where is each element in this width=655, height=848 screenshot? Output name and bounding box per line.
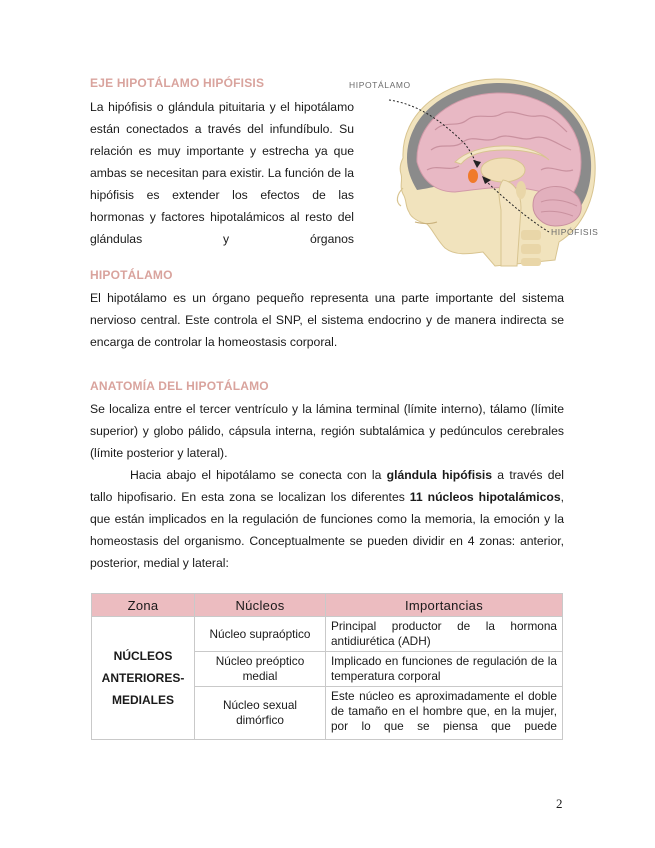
header-nucleos: Núcleos bbox=[195, 594, 326, 617]
nuclei-table bbox=[91, 593, 563, 740]
intro-paragraph: La hipófisis o glándula pituitaria y el hipotálamo están conectados a través del infundíbulo. Su relación es muy importante y estrecha ya que ambas se necesitan para existir. La función de la hipófisis es extender los efectos de las hormonas y factores hipotalámicos al resto del glándulas y órganos bbox=[90, 100, 354, 246]
page-number: 2 bbox=[556, 796, 563, 811]
header-importancias: Importancias bbox=[326, 594, 563, 617]
nucleus-cell: Núcleo preóptico medial bbox=[195, 652, 326, 687]
header-zona: Zona bbox=[92, 594, 195, 617]
anatomia-paragraph-1: Se localiza entre el tercer ventrículo y la lámina terminal (límite interno), tálamo (límite superior) y globo pálido, cápsula interna, región subtalámica y pedúnculos cerebrales (límite posterior y lateral). bbox=[90, 402, 564, 460]
p2-text-c: a través del tallo hipofisario. En esta zona se localizan los diferentes bbox=[90, 468, 564, 504]
table-row bbox=[92, 617, 563, 652]
importance-cell: Principal productor de la hormona antidiurética (ADH) bbox=[326, 617, 563, 652]
p2-text-d: , que están implicados en la regulación de funciones como la memoria, la emoción y la homeostasis del organismo. Conceptualmente se pueden dividir en 4 zonas: anterior, posterior, medial y lateral: bbox=[90, 490, 564, 570]
importance-cell: Este núcleo es aproximadamente el doble de tamaño en el hombre que, en la mujer, por lo que se piensa que puede bbox=[326, 687, 563, 740]
section-title-eje: EJE HIPOTÁLAMO HIPÓFISIS bbox=[90, 76, 265, 90]
thalamus bbox=[481, 158, 525, 182]
cerebellum bbox=[533, 186, 581, 226]
nucleus-cell: Núcleo sexual dimórfico bbox=[195, 687, 326, 740]
anatomia-paragraph-2 bbox=[90, 464, 564, 574]
p2-bold-hipofisis: glándula hipófisis bbox=[386, 468, 493, 482]
importance-cell: Implicado en funciones de regulación de la temperatura corporal bbox=[326, 652, 563, 687]
brain-svg bbox=[345, 70, 605, 280]
brain-illustration bbox=[345, 70, 605, 280]
label-hypothalamus: HIPOTÁLAMO bbox=[349, 80, 411, 90]
section-title-hipotalamo: HIPOTÁLAMO bbox=[90, 268, 173, 282]
hipotalamo-paragraph: El hipotálamo es un órgano pequeño representa una parte importante del sistema nervioso central. Este controla el SNP, el sistema endocrino y de manera indirecta se encarga de controlar la homeostasis corporal. bbox=[90, 291, 564, 349]
ear bbox=[516, 181, 526, 199]
zone-cell: NÚCLEOS ANTERIORES-MEDIALES bbox=[92, 617, 195, 740]
hypophysis-marker bbox=[468, 169, 478, 183]
label-hypophysis: HIPÓFISIS bbox=[551, 227, 599, 237]
p2-bold-nucleos: 11 núcleos hipotalámicos bbox=[409, 490, 561, 504]
p2-text-a: Hacia abajo el hipotálamo se conecta con la bbox=[130, 468, 387, 482]
nucleus-cell: Núcleo supraóptico bbox=[195, 617, 326, 652]
table-header-row bbox=[92, 594, 563, 617]
section-title-anatomia: ANATOMÍA DEL HIPOTÁLAMO bbox=[90, 379, 269, 393]
